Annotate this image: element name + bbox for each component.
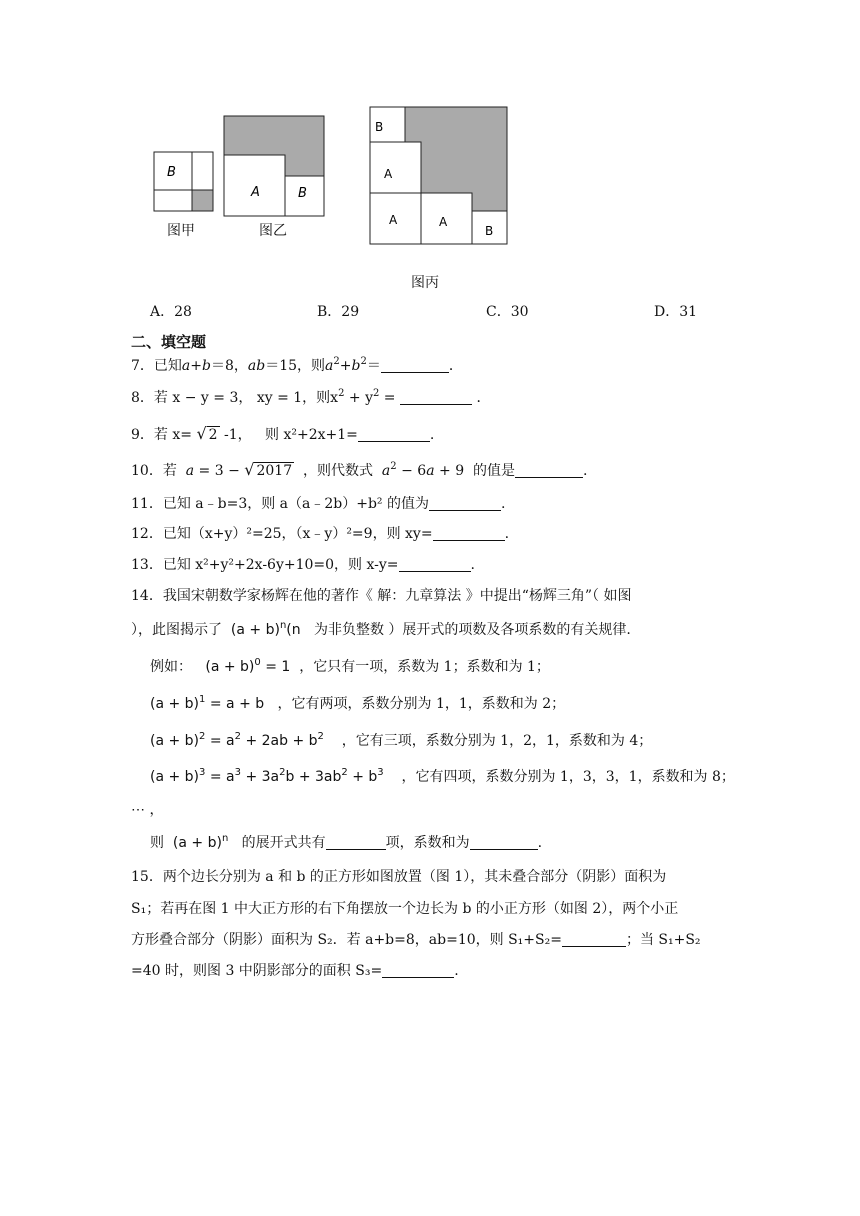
option-d[interactable]: D．31 — [654, 304, 698, 320]
figure-yi-label-a: A — [251, 185, 260, 200]
question-9: 9．若 x= √ 2 -1， 则 x²+2x+1= . — [131, 424, 435, 443]
question-11: 11．已知 a﹣b=3，则 a（a﹣2b）+b² 的值为 . — [131, 496, 506, 512]
figure-bing-label-b-bottom: B — [485, 224, 494, 238]
question-14-example-3: $(a + b)^3 = a^3 + 3a^2b + 3ab^2 + b^3$ ，它有四项，系数分别为 1，3，3，1，系数和为 8； — [150, 767, 735, 785]
figure-jia-label-b: B — [167, 165, 176, 180]
answer-blank-12[interactable] — [433, 526, 505, 541]
figure-yi — [222, 113, 328, 219]
question-14-example-0: 例如： $(a + b)^0 = 1$ ，它只有一项，系数为 1；系数和为 1； — [150, 657, 550, 675]
question-12: 12．已知（x+y）²=25，（x﹣y）²=9，则 xy= . — [131, 526, 510, 542]
question-15-line-1: 15．两个边长分别为 a 和 b 的正方形如图放置（图 1），其未叠合部分（阴影）面积为 — [131, 869, 667, 885]
answer-blank-14a[interactable] — [326, 835, 386, 850]
figure-bing-label-a-left: A — [389, 213, 398, 227]
answer-blank-15b[interactable] — [382, 963, 454, 978]
question-15-line-4: =40 时，则图 3 中阴影部分的面积 S₃= . — [131, 963, 459, 979]
question-10: 10．若 a = 3 − √ 2017 ，则代数式 $a^2 - 6a + 9$ 的值是 . — [131, 460, 588, 479]
answer-blank-11[interactable] — [429, 496, 501, 511]
question-14-line-2: ），此图揭示了 $(a + b)^n(n$ 为非负整数 ）展开式的项数及各项系数的有关规律. — [131, 620, 631, 638]
question-15-line-3: 方形叠合部分（阴影）面积为 S₂．若 a+b=8，ab=10，则 S₁+S₂= ；当 S₁+S₂ — [131, 932, 701, 948]
answer-blank-8[interactable] — [400, 390, 472, 405]
figure-jia-caption: 图甲 — [167, 223, 195, 239]
option-a[interactable]: A．28 — [150, 304, 192, 320]
answer-blank-13[interactable] — [399, 557, 471, 572]
answer-blank-9[interactable] — [358, 427, 430, 442]
question-14-example-2: $(a + b)^2 = a^2 + 2ab + b^2$ ，它有三项，系数分别为 1，2，1，系数和为 4； — [150, 731, 653, 749]
answer-blank-10[interactable] — [515, 463, 583, 478]
answer-blank-14b[interactable] — [470, 835, 538, 850]
figure-bing-caption: 图丙 — [411, 275, 439, 291]
figure-bing-label-a-right: A — [439, 215, 448, 229]
figure-bing-label-a-mid: A — [384, 167, 393, 181]
section-title: 二、填空题 — [131, 333, 207, 351]
question-7: 7．已知a+b＝8，ab＝15，则$a^2+b^2=$ ． — [131, 356, 463, 374]
figure-yi-label-b: B — [298, 186, 307, 201]
figure-yi-caption: 图乙 — [259, 223, 287, 239]
question-8: 8．若 x − y = 3， xy = 1，则$x^2 + y^2$ = ． — [131, 388, 491, 406]
question-13: 13．已知 x²+y²+2x-6y+10=0，则 x-y= . — [131, 557, 475, 573]
option-b[interactable]: B．29 — [317, 304, 360, 320]
question-14-line-1: 14．我国宋朝数学家杨辉在他的著作《 解：九章算法 》中提出“杨辉三角”（ 如图 — [131, 588, 632, 604]
answer-blank-7[interactable] — [381, 358, 449, 373]
answer-blank-15a[interactable] — [562, 932, 626, 947]
figure-bing — [368, 104, 510, 248]
question-14-example-1: $(a + b)^1 = a + b$ ，它有两项，系数分别为 1，1，系数和为 2； — [150, 694, 566, 712]
figure-bing-label-b-top: B — [375, 120, 384, 134]
question-14-dots: ⋯ ， — [131, 802, 164, 818]
question-14-ask: 则 $(a + b)^n$ 的展开式共有 项，系数和为 . — [150, 833, 543, 851]
option-c[interactable]: C．30 — [486, 304, 529, 320]
question-15-line-2: S₁；若再在图 1 中大正方形的右下角摆放一个边长为 b 的小正方形（如图 2），两个小正 — [131, 901, 679, 917]
